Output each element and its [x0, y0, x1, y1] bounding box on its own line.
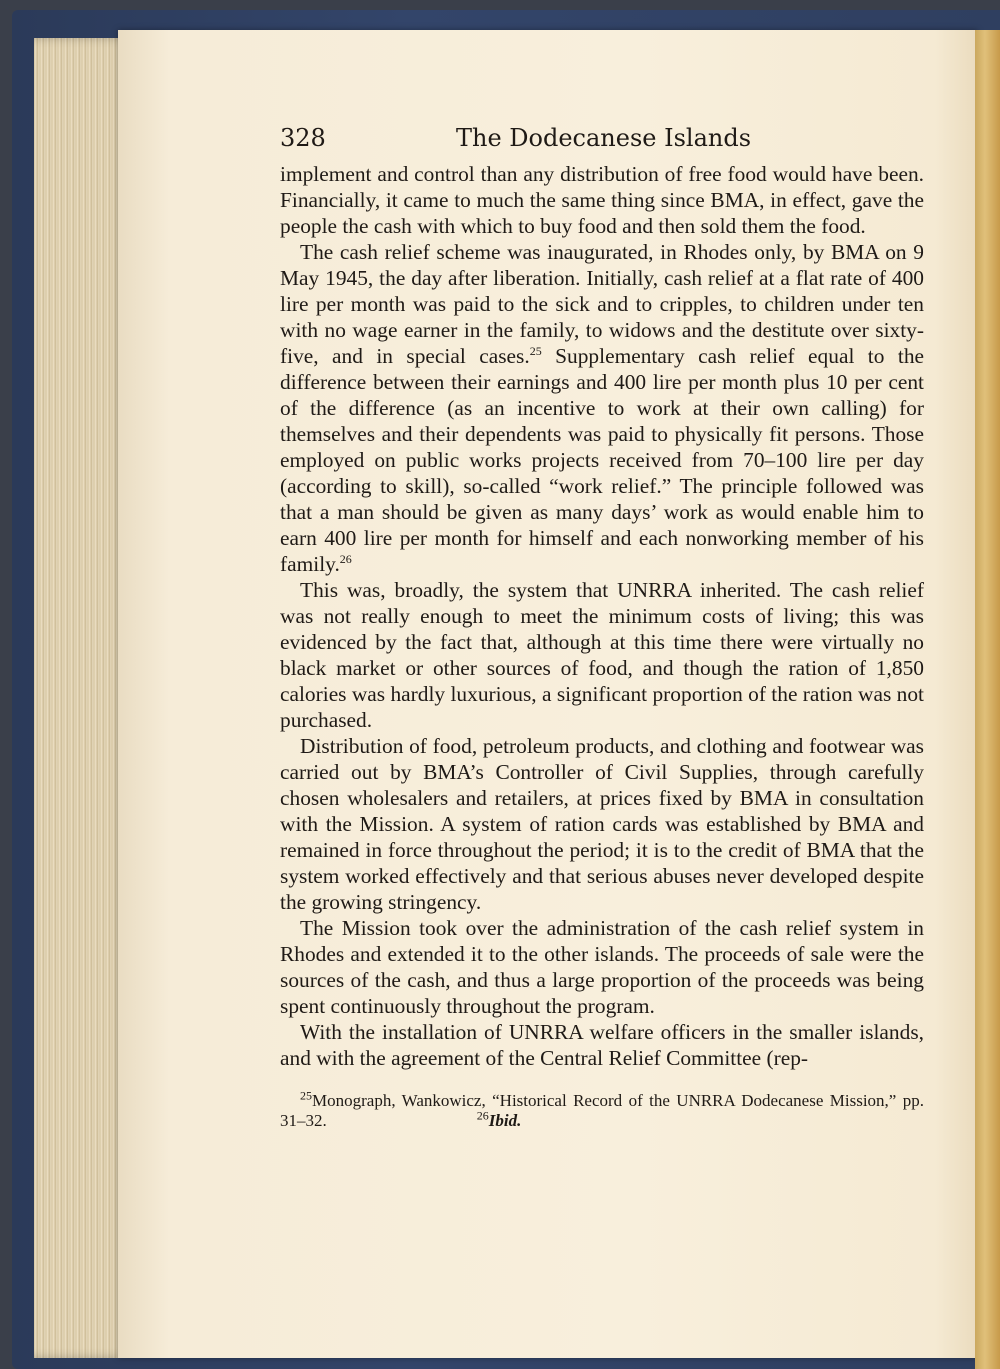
footnote-text: Ibid. — [488, 1111, 522, 1130]
body-text — [280, 161, 924, 1071]
running-title: The Dodecanese Islands — [456, 124, 752, 152]
paragraph: The Mission took over the administration of the cash relief system in Rhodes and extended it to the other islands. The proceeds of sale were the sources of the cash, and thus a large proportion of the proceeds was being spent continuously throughout the program. — [280, 916, 924, 1018]
footnote-text: Monograph, Wankowicz, “Historical Record of the UNRRA Dodecanese Mission,” pp. 31–32. — [280, 1091, 924, 1130]
paragraph: This was, broadly, the system that UNRRA inherited. The cash relief was not really enough to meet the minimum costs of living; this was evidenced by the fact that, although at this time there were virtually no black market or other sources of food, and though the ration of 1,850 calories was hardly luxurious, a significant proportion of the ration was not purchased. — [280, 578, 924, 732]
paragraph — [280, 239, 924, 577]
page-number: 328 — [280, 124, 326, 152]
footnote-ref: 26 — [339, 551, 352, 566]
paragraph-text: The cash relief scheme was inaugurated, in Rhodes only, by BMA on 9 May 1945, the day after liberation. Initially, cash relief at a flat rate of 400 lire per month was paid to the sick and to cripples, to children under ten with no wage earner in the family, to widows and the destitute over sixty-five, and in special cases. — [280, 240, 924, 368]
page-text — [280, 118, 924, 1131]
running-head — [280, 118, 924, 158]
footnote-number: 25 — [300, 1088, 312, 1103]
paragraph-text: Supplementary cash relief equal to the difference between their earnings and 400 lire per month plus 10 per cent of the difference (as an incentive to work at their own calling) for themselves and their dependents was paid to physically fit persons. Those employed on public works projects received from 70–100 lire per day (according to skill), so-called “work relief.” The principle followed was that a man should be given as many days’ work as would enable him to earn 400 lire per month for himself and each nonworking member of his family. — [280, 344, 925, 576]
footnote — [280, 1088, 924, 1131]
paragraph: implement and control than any distribution of free food would have been. Financially, it came to much the same thing since BMA, in effect, gave the people the cash with which to buy food and then sold them the food. — [280, 162, 924, 238]
facing-page-edge — [975, 30, 1000, 1369]
footnote-ref: 25 — [529, 343, 542, 358]
paragraph: With the installation of UNRRA welfare officers in the smaller islands, and with the agreement of the Central Relief Committee (rep- — [280, 1020, 924, 1070]
footnote-number: 26 — [476, 1108, 489, 1123]
paragraph: Distribution of food, petroleum products, and clothing and footwear was carried out by BMA’s Controller of Civil Supplies, through carefully chosen wholesalers and retailers, at prices fixed by BMA in consultation with the Mission. A system of ration cards was established by BMA and remained in force throughout the period; it is to the credit of BMA that the system worked effectively and that serious abuses never developed despite the growing stringency. — [280, 734, 924, 914]
footnotes — [280, 1088, 924, 1131]
